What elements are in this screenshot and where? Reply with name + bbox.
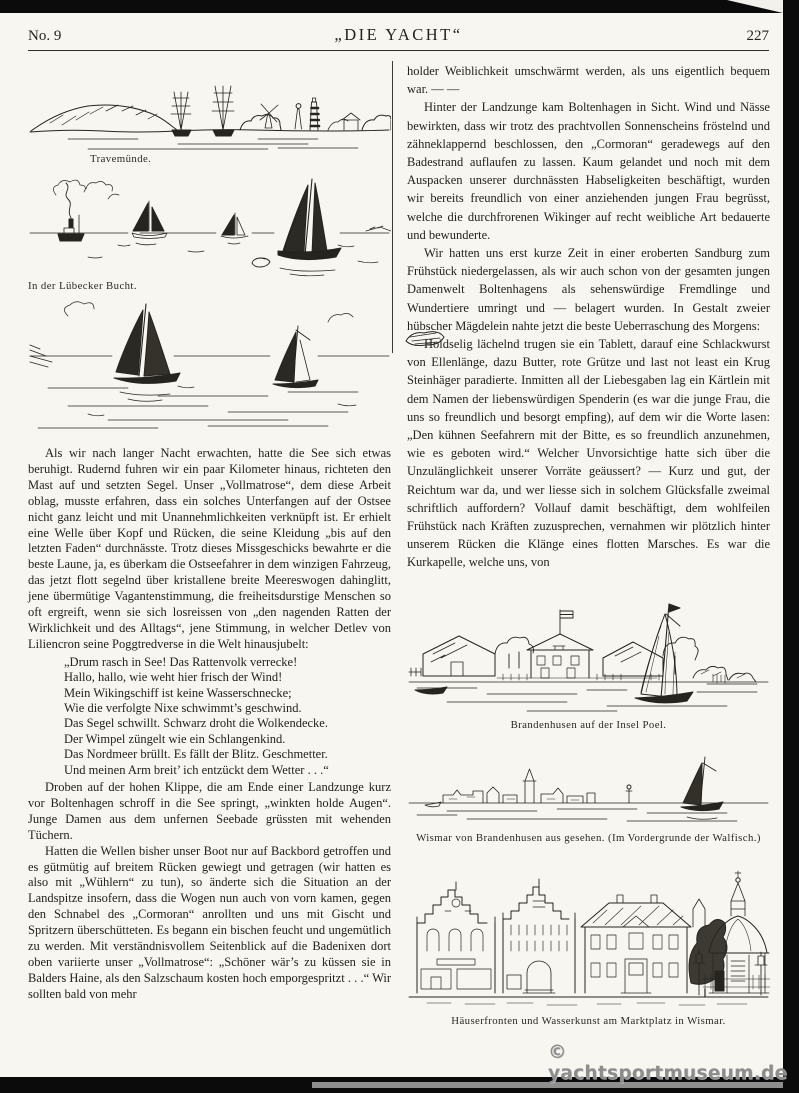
- figure-brandenhusen: [407, 590, 770, 718]
- paragraph: Droben auf der hohen Klippe, die am Ende einer Landzunge kurz vor Boltenhagen schroff in die See springt, „winkten holde Augen“. Junge Damen aus dem unfernen Seebade grüssten mit wehenden Tüchern.: [28, 780, 391, 842]
- figure-caption: Häuserfronten und Wasserkunst am Marktplatz in Wismar.: [451, 1014, 726, 1027]
- luebecker-bucht-illustration: [28, 173, 391, 279]
- paragraph: Wir hatten uns erst kurze Zeit in einer eroberten Sandburg zum Frühstück niedergelassen, als wir auch schon von der gesamten jungen Damenwelt Boltenhagens als sehenswürdige Fremdlinge und Wundertiere umringt und — belagert wurden. In Gestalt zweier hübscher Mägdelein nahte jetzt die beste Ueberraschung des Morgens:: [407, 246, 770, 333]
- figure-marktplatz-wismar: [407, 860, 770, 1014]
- page-number: 227: [746, 28, 769, 44]
- paragraph: Holdselig lächelnd trugen sie ein Tablett, darauf eine Schlackwurst von Ellenlänge, dazu Butter, rote Grütze und last not least ein Krug Steinhäger paradierte. Inmitten all der Liebesgaben lag ein Kärtlein mit dem Namen der liebenswürdigen Spenderin (es war die junge Frau, die uns so freundlich und besorgt empfing), auf dem wir die Worte lasen: „Den kühnen Seefahrern mit der Bitte, es so freundlich anzunehmen, wie es geboten wird.“ Welcher Unvorsichtige hatte sich über die Unzulänglichkeit unserer Vorräte geäussert? — Kurz und gut, der Reichtum war da, und wer liesse sich in solchem Glücksfalle zweimal schriftlich auffordern? Vollauf damit beschäftigt, dem wohlfeilen Frühstück nach Kräften zuzusprechen, vernahmen wir plötzlich hinter unserem Rücken die Klänge eines flotten Marsches. Es war die Kurkapelle, welche uns, von: [407, 337, 770, 570]
- poem-line: Und meinen Arm breit’ ich entzückt dem Wetter . . .“: [64, 762, 329, 777]
- brandenhusen-illustration: [407, 590, 770, 718]
- poem-line: Das Segel schwillt. Schwarz droht die Wolkendecke.: [64, 716, 328, 731]
- poem-line: Der Wimpel züngelt wie ein Schlangenkind.: [64, 731, 286, 746]
- issue-number: No. 9: [28, 28, 62, 44]
- poem-line: „Drum rasch in See! Das Rattenvolk verrecke!: [64, 654, 298, 669]
- left-column-text: [28, 446, 391, 1003]
- poem-line: Das Nordmeer brüllt. Es fällt der Blitz. Geschmetter.: [64, 747, 328, 762]
- margin-sketch-fragment: [403, 326, 449, 350]
- scan-corner-artifact: [727, 0, 783, 13]
- wismar-panorama-illustration: [407, 747, 770, 831]
- page-sheet: [0, 13, 783, 1077]
- two-column-layout: [28, 60, 769, 1030]
- figure-wismar-panorama: [407, 747, 770, 831]
- poem-line: Wie die verfolgte Nixe schwimmt’s geschwind.: [64, 701, 302, 715]
- right-column: [407, 60, 770, 1030]
- figure-caption: Travemünde.: [90, 153, 152, 165]
- right-column-text: [407, 62, 770, 572]
- poem-line: Hallo, hallo, wie weht hier frisch der Wind!: [64, 670, 283, 685]
- figure-caption: In der Lübecker Bucht.: [28, 280, 137, 292]
- figure-travemuende: [28, 60, 391, 152]
- page-content: [28, 25, 769, 1030]
- poem-liliencron: [64, 655, 391, 778]
- poem-line: Mein Wikingschiff ist keine Wasserschnecke;: [64, 685, 292, 700]
- figure-caption: Brandenhusen auf der Insel Poel.: [510, 718, 667, 731]
- paragraph: holder Weiblichkeit umschwärmt werden, als uns eigentlich bequem war. — —: [407, 64, 770, 97]
- paragraph: Als wir nach langer Nacht erwachten, hatte die See sich etwas beruhigt. Rudernd fuhren wir ein paar Kilometer hinaus, richteten den Mast auf und setzten Segel. Unser „Vollmatrose“, dem diese Arbeit oblag, musste erfahren, dass ein solches Unterfangen auf der Ostsee nicht ganz leicht und mit Unannehmlichkeiten verknüpft ist. Er erhielt eine Welle über Kopf und Rücken, die seine Kleidung „bis auf den letzten Faden“ durchnässte. Trotz dieses Missgeschicks bewahrte er die beste Laune, ja, es überkam die Ostseefahrer in dem winzigen Fahrzeug, das jetzt flott segelnd über kristallene breite Meereswogen dahinglitt, jene übermütige Vagantenstimmung, die freiheitsdurstige Menschen so oft ergreift, wenn sie sich losreissen von „den nagenden Ratten der Wirklichkeit und des Alltags“, jene Stimmung, in welcher Detlev von Liliencron seine Poggtredverse in die Welt hinausjubelt:: [28, 446, 391, 651]
- paragraph: Hatten die Wellen bisher unser Boot nur auf Backbord getroffen und es gütmütig auf breitem Rücken gewiegt und getragen (wir hatten es also mit „Wühlern“ zu tun), so änderte sich die Situation an der Landspitze insofern, dass die Wogen nun auch von vorn kamen, gegen den Schnabel des „Cormoran“ anrollten und uns mit Gischt und Spritzern überschütteten. Es begann ein bischen feucht und ungemütlich zu werden. Mit verständnisvollem Seitenblick auf die Badenixen dort oben variierte unser „Vollmatrose“: „Schöner wär’s zu küssen sie in Balders Haine, als den Salzschaum kosten hoch emporgespritzt . . .“ Wir sollten bald von mehr: [28, 843, 391, 1001]
- figure-caption: Wismar von Brandenhusen aus gesehen. (Im Vordergrunde der Walfisch.): [416, 831, 761, 844]
- figure-segelboote-see: [28, 300, 391, 440]
- sailboats-sea-illustration: [28, 300, 391, 440]
- masthead: [28, 25, 769, 51]
- watermark: © yachtsportmuseum.de: [548, 1042, 788, 1084]
- paragraph: Hinter der Landzunge kam Boltenhagen in Sicht. Wind und Nässe bewirkten, dass wir trotz des prachtvollen Sonnenscheins fröstelnd und zähneklappernd beschlossen, den „Cormoran“ geradewegs auf den Badestrand auflaufen zu lassen. Kaum gelandet und noch mit dem Auspacken unserer durchnässten Habseligkeiten beschäftigt, wurden wir bereits freundlich von einer anziehenden jungen Frau begrüsst, welche die durchfrorenen Wikinger auf recht weibliche Art bedauerte und bewunderte.: [407, 100, 770, 242]
- travemuende-coast-illustration: [28, 60, 391, 152]
- marktplatz-wismar-illustration: [407, 860, 770, 1014]
- figure-luebecker-bucht: [28, 173, 391, 279]
- left-column: [28, 60, 391, 1030]
- journal-title: „DIE YACHT“: [334, 25, 463, 44]
